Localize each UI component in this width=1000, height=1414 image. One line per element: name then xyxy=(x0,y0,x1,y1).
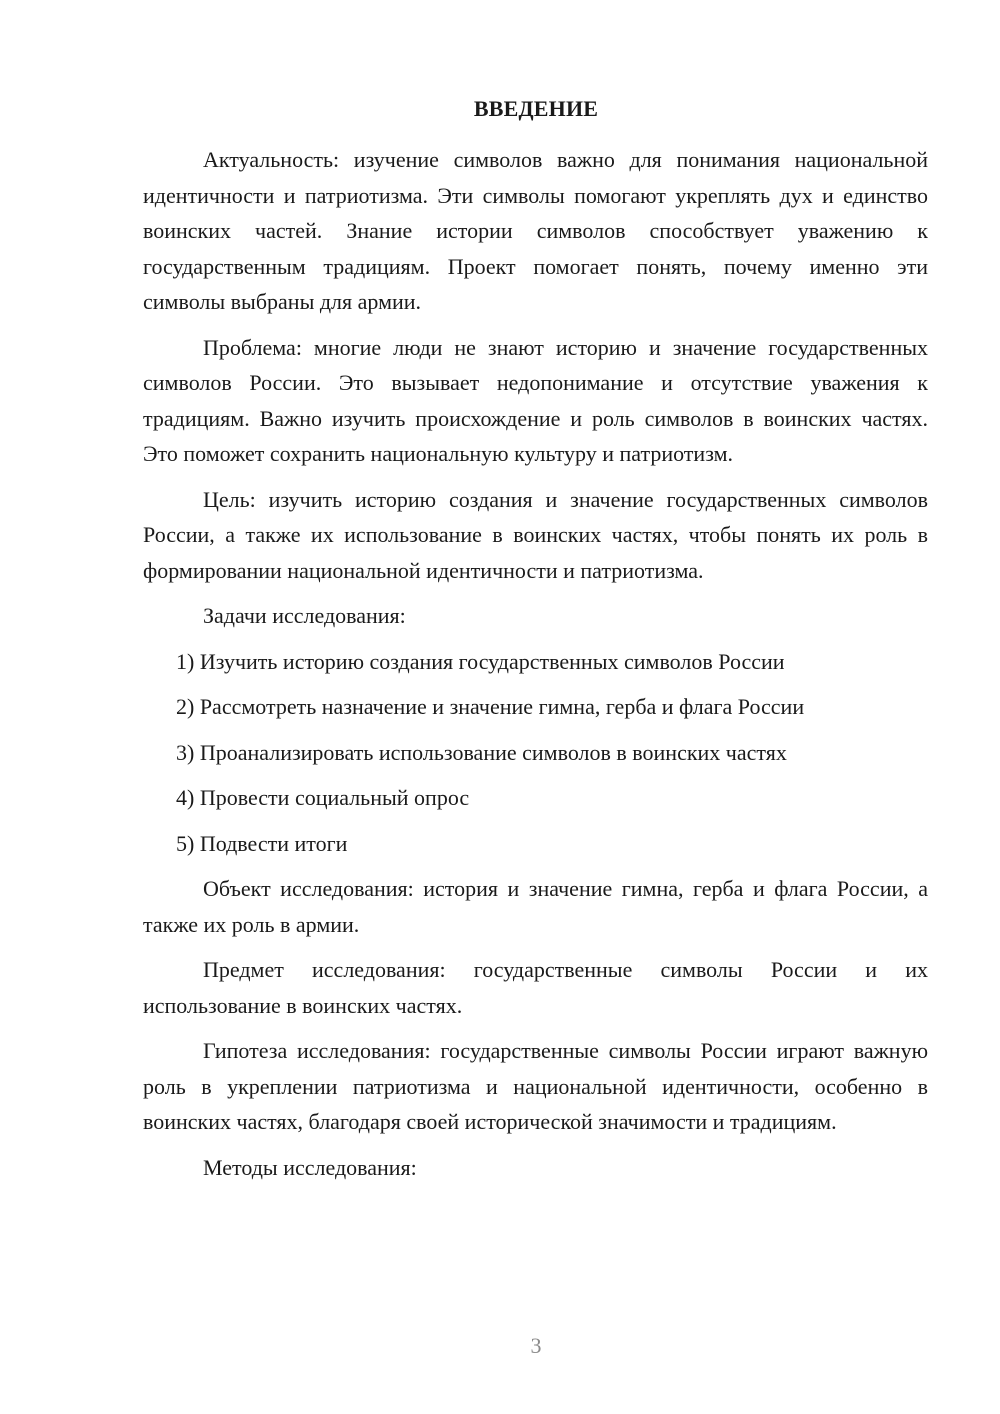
document-body xyxy=(143,142,928,1195)
page-number: 3 xyxy=(530,1333,542,1358)
goal-paragraph: Цель: изучить историю создания и значение государственных символов России, а также их использование в воинских частях, чтобы понять их роль в формировании национальной идентичности и патриотизма. xyxy=(143,486,928,583)
subject-paragraph: Предмет исследования: государственные символы России и их использование в воинских частях. xyxy=(143,957,928,1018)
relevance-paragraph: Актуальность: изучение символов важно для понимания национальной идентичности и патриотизма. Эти символы помогают укреплять дух и единство воинских частей. Знание истории символов способствует уважению к государственным традициям. Проект помогает понять, почему именно эти символы выбраны для армии. xyxy=(143,147,928,314)
list-item: 1) Изучить историю создания государственных символов России xyxy=(176,648,785,674)
tasks-heading: Задачи исследования: xyxy=(203,603,406,628)
methods-heading: Методы исследования: xyxy=(203,1154,417,1180)
problem-paragraph: Проблема: многие люди не знают историю и значение государственных символов России. Это вызывает недопонимание и отсутствие уважения к традициям. Важно изучить происхождение и роль символов в воинских частях. Это поможет сохранить национальную культуру и патриотизм. xyxy=(143,334,928,466)
list-item: 3) Проанализировать использование символов в воинских частях xyxy=(176,739,787,765)
tasks-list xyxy=(143,644,928,862)
hypothesis-paragraph: Гипотеза исследования: государственные символы России играют важную роль в укреплении патриотизма и национальной идентичности, особенно в воинских частях, благодаря своей исторической значимости и традициям. xyxy=(143,1038,928,1134)
list-item: 4) Провести социальный опрос xyxy=(176,785,470,810)
object-paragraph: Объект исследования: история и значение гимна, герба и флага России, а также их роль в армии. xyxy=(143,876,928,937)
list-item: 2) Рассмотреть назначение и значение гимна, герба и флага России xyxy=(176,694,805,719)
page-title: ВВЕДЕНИЕ xyxy=(473,96,599,121)
list-item: 5) Подвести итоги xyxy=(176,830,348,856)
